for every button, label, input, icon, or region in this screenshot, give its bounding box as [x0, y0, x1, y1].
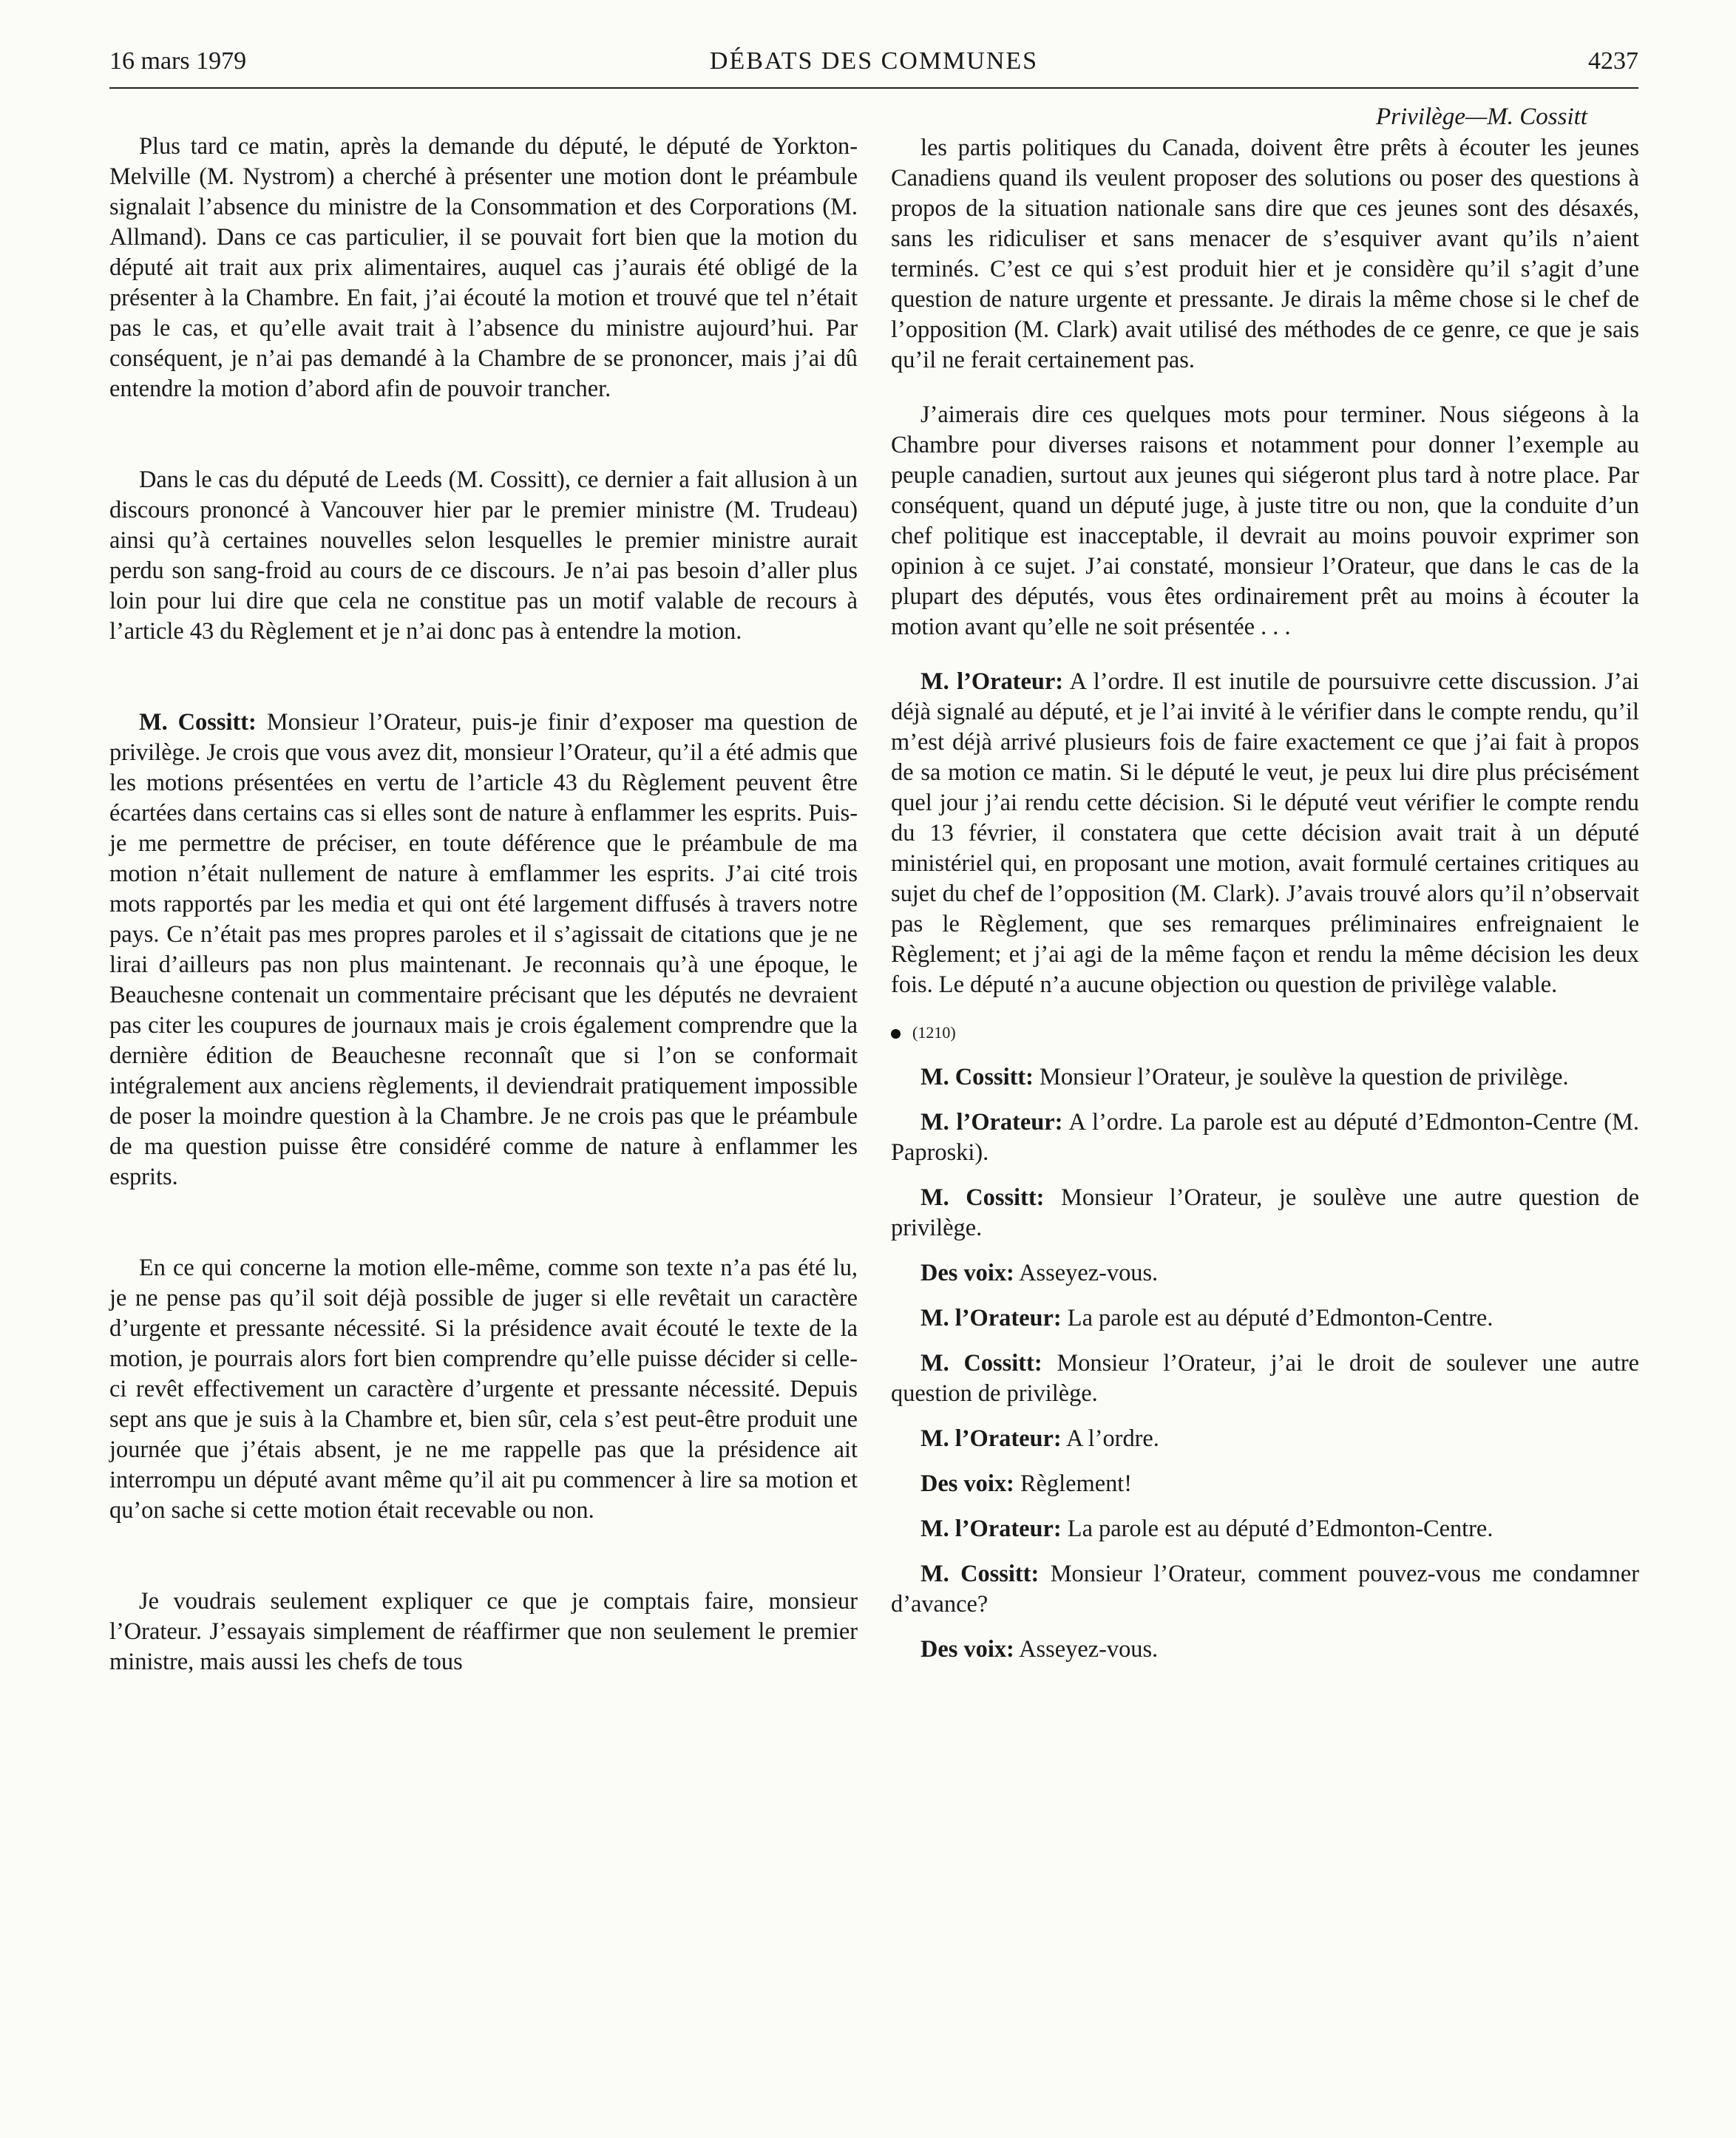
paragraph: M. Cossitt: Monsieur l’Orateur, j’ai le droit de soulever une autre question de privilège. [891, 1350, 1639, 1407]
paragraph: M. Cossitt: Monsieur l’Orateur, comment pouvez-vous me condamner d’avance? [891, 1561, 1639, 1618]
header-title: DÉBATS DES COMMUNES [709, 47, 1039, 75]
speaker-name: Des voix: [920, 1636, 1014, 1663]
speaker-name: M. Cossitt: [139, 709, 257, 736]
paragraph: Des voix: Règlement! [920, 1470, 1133, 1497]
paragraph: M. Cossitt: Monsieur l’Orateur, je soulève la question de privilège. [920, 1064, 1569, 1090]
speaker-name: M. Cossitt: [920, 1561, 1040, 1587]
speaker-name: M. l’Orateur: [920, 1305, 1062, 1331]
paragraph: M. l’Orateur: A l’ordre. [920, 1425, 1159, 1452]
bullet-icon [891, 1029, 901, 1039]
left-column [109, 132, 858, 1677]
paragraph: J’aimerais dire ces quelques mots pour terminer. Nous siégeons à la Chambre pour diverses raisons et notamment pour donner l’exemple au peuple canadien, surtout aux jeunes qui siégeront plus tard à notre place. Par conséquent, quand un député juge, à juste titre ou non, que la conduite d’un chef politique est inacceptable, il devrait au moins pouvoir exprimer son opinion à ce sujet. J’ai constaté, monsieur l’Orateur, que dans le cas de la plupart des députés, vous êtes ordinairement prêt au moins à écouter la motion avant qu’elle ne soit présentée . . . [891, 401, 1639, 640]
page-header [109, 47, 1638, 89]
paragraph: M. Cossitt: Monsieur l’Orateur, puis-je finir d’exposer ma question de privilège. Je crois que vous avez dit, monsieur l’Orateur, qu’il a été admis que les motions présentées en vertu de l’article 43 du Règlement peuvent être écartées dans certains cas si elles sont de nature à enflammer les esprits. Puis-je me permettre de préciser, en toute déférence que le préambule de ma motion n’était nullement de nature à emflammer les esprits. J’ai cité trois mots rapportés par les media et qui ont été largement diffusés à travers notre pays. Ce n’était pas mes propres paroles et il s’agissait de citations que je ne lirai d’ailleurs pas non plus maintenant. Je reconnais qu’à une époque, le Beauchesne contenait un commentaire précisant que les députés ne devraient pas citer les coupures de journaux mais je crois également comprendre que la dernière édition de Beauchesne reconnaît que si l’on se conformait intégralement aux anciens règlements, il deviendrait pratiquement impossible de poser la moindre question à la Chambre. Je ne crois pas que le préambule de ma question puisse être considéré comme de nature à enflammer les esprits. [109, 709, 858, 1190]
paragraph: Plus tard ce matin, après la demande du député, le député de Yorkton-Melville (M. Nystrom) a cherché à présenter une motion dont le préambule signalait l’absence du ministre de la Consommation et des Corporations (M. Allmand). Dans ce cas particulier, il se pouvait fort bien que la motion du député ait trait aux prix alimentaires, auquel cas j’aurais été obligé de la présenter à la Chambre. En fait, j’ai écouté la motion et trouvé que tel n’était pas le cas, et qu’elle avait trait à l’absence du ministre aujourd’hui. Par conséquent, je n’ai pas demandé à la Chambre de se prononcer, mais j’ai dû entendre la motion d’abord afin de pouvoir trancher. [109, 133, 858, 402]
paragraph: En ce qui concerne la motion elle-même, comme son texte n’a pas été lu, je ne pense pas qu’il soit déjà possible de juger si elle revêtait un caractère d’urgente et pressante nécessité. Si la présidence avait écouté le texte de la motion, je pourrais alors fort bien comprendre qu’elle puisse décider si celle-ci revêt effectivement un caractère d’urgente et pressante nécessité. Depuis sept ans que je suis à la Chambre et, bien sûr, cela s’est peut-être produit une journée que j’étais absent, je ne me rappelle pas que la présidence ait interrompu un député avant même qu’il ait pu commencer à lire sa motion et qu’on sache si cette motion était recevable ou non. [109, 1255, 858, 1524]
header-rule [109, 87, 1638, 89]
time-marker: (1210) [891, 1018, 1639, 1048]
paragraph: Dans le cas du député de Leeds (M. Cossitt), ce dernier a fait allusion à un discours prononcé à Vancouver hier par le premier ministre (M. Trudeau) ainsi qu’à certaines nouvelles selon lesquelles le premier ministre aurait perdu son sang-froid au cours de ce discours. Je n’ai pas besoin d’aller plus loin pour lui dire que cela ne constitue pas un motif valable de recours à l’article 43 du Règlement et je n’ai donc pas à entendre la motion. [109, 466, 858, 645]
paragraph: M. l’Orateur: La parole est au député d’Edmonton-Centre. [920, 1516, 1493, 1542]
paragraph: Des voix: Asseyez-vous. [920, 1636, 1159, 1663]
speaker-name: M. l’Orateur: [920, 668, 1063, 695]
speaker-name: M. l’Orateur: [920, 1109, 1063, 1136]
speaker-name: M. Cossitt: [920, 1184, 1045, 1211]
paragraph: Des voix: Asseyez-vous. [920, 1260, 1159, 1286]
paragraph: Je voudrais seulement expliquer ce que je comptais faire, monsieur l’Orateur. J’essayais simplement de réaffirmer que non seulement le premier ministre, mais aussi les chefs de tous [109, 1588, 858, 1675]
paragraph: M. l’Orateur: La parole est au député d’Edmonton-Centre. [920, 1305, 1493, 1331]
paragraph: M. l’Orateur: A l’ordre. Il est inutile de poursuivre cette discussion. J’ai déjà signalé au député, et je l’ai invité à le vérifier dans le compte rendu, qu’il m’est déjà arrivé plusieurs fois de faire exactement ce que j’ai fait à propos de sa motion ce matin. Si le député le veut, je peux lui dire plus précisément quel jour j’ai rendu cette décision. Si le député veut vérifier le compte rendu du 13 février, il constatera que cette décision avait trait à un député ministériel qui, en proposant une motion, avait formulé certaines critiques au sujet du chef de l’opposition (M. Clark). J’avais trouvé alors qu’il n’observait pas le Règlement, que ses remarques préliminaires enfreignaient le Règlement; et j’ai agi de la même façon et rendu la même décision les deux fois. Le député n’a aucune objection ou question de privilège valable. [891, 668, 1639, 998]
paragraph: les partis politiques du Canada, doivent être prêts à écouter les jeunes Canadiens quand ils veulent proposer des solutions ou poser des questions à propos de la situation nationale sans dire que ces jeunes sont des désaxés, sans les ridiculiser et sans menacer de s’esquiver avant qu’ils n’aient terminés. C’est ce qui s’est produit hier et je considère qu’il s’agit d’une question de nature urgente et pressante. Je dirais la même chose si le chef de l’opposition (M. Clark) avait utilisé des méthodes de ce genre, ce que je sais qu’il ne ferait certainement pas. [891, 135, 1639, 373]
right-column [891, 102, 1639, 1665]
speaker-name: M. Cossitt: [920, 1350, 1042, 1377]
speaker-name: M. l’Orateur: [920, 1425, 1062, 1452]
paragraph: M. Cossitt: Monsieur l’Orateur, je soulève une autre question de privilège. [891, 1184, 1639, 1241]
header-page-number: 4237 [1588, 47, 1638, 75]
paragraph: M. l’Orateur: A l’ordre. La parole est au député d’Edmonton-Centre (M. Paproski). [891, 1109, 1639, 1166]
speaker-name: M. l’Orateur: [920, 1516, 1062, 1542]
speaker-name: Des voix: [920, 1260, 1014, 1286]
running-head: Privilège—M. Cossitt [1376, 103, 1587, 130]
header-date: 16 mars 1979 [109, 47, 247, 75]
speaker-name: Des voix: [920, 1470, 1014, 1497]
speaker-name: M. Cossitt: [920, 1064, 1034, 1090]
